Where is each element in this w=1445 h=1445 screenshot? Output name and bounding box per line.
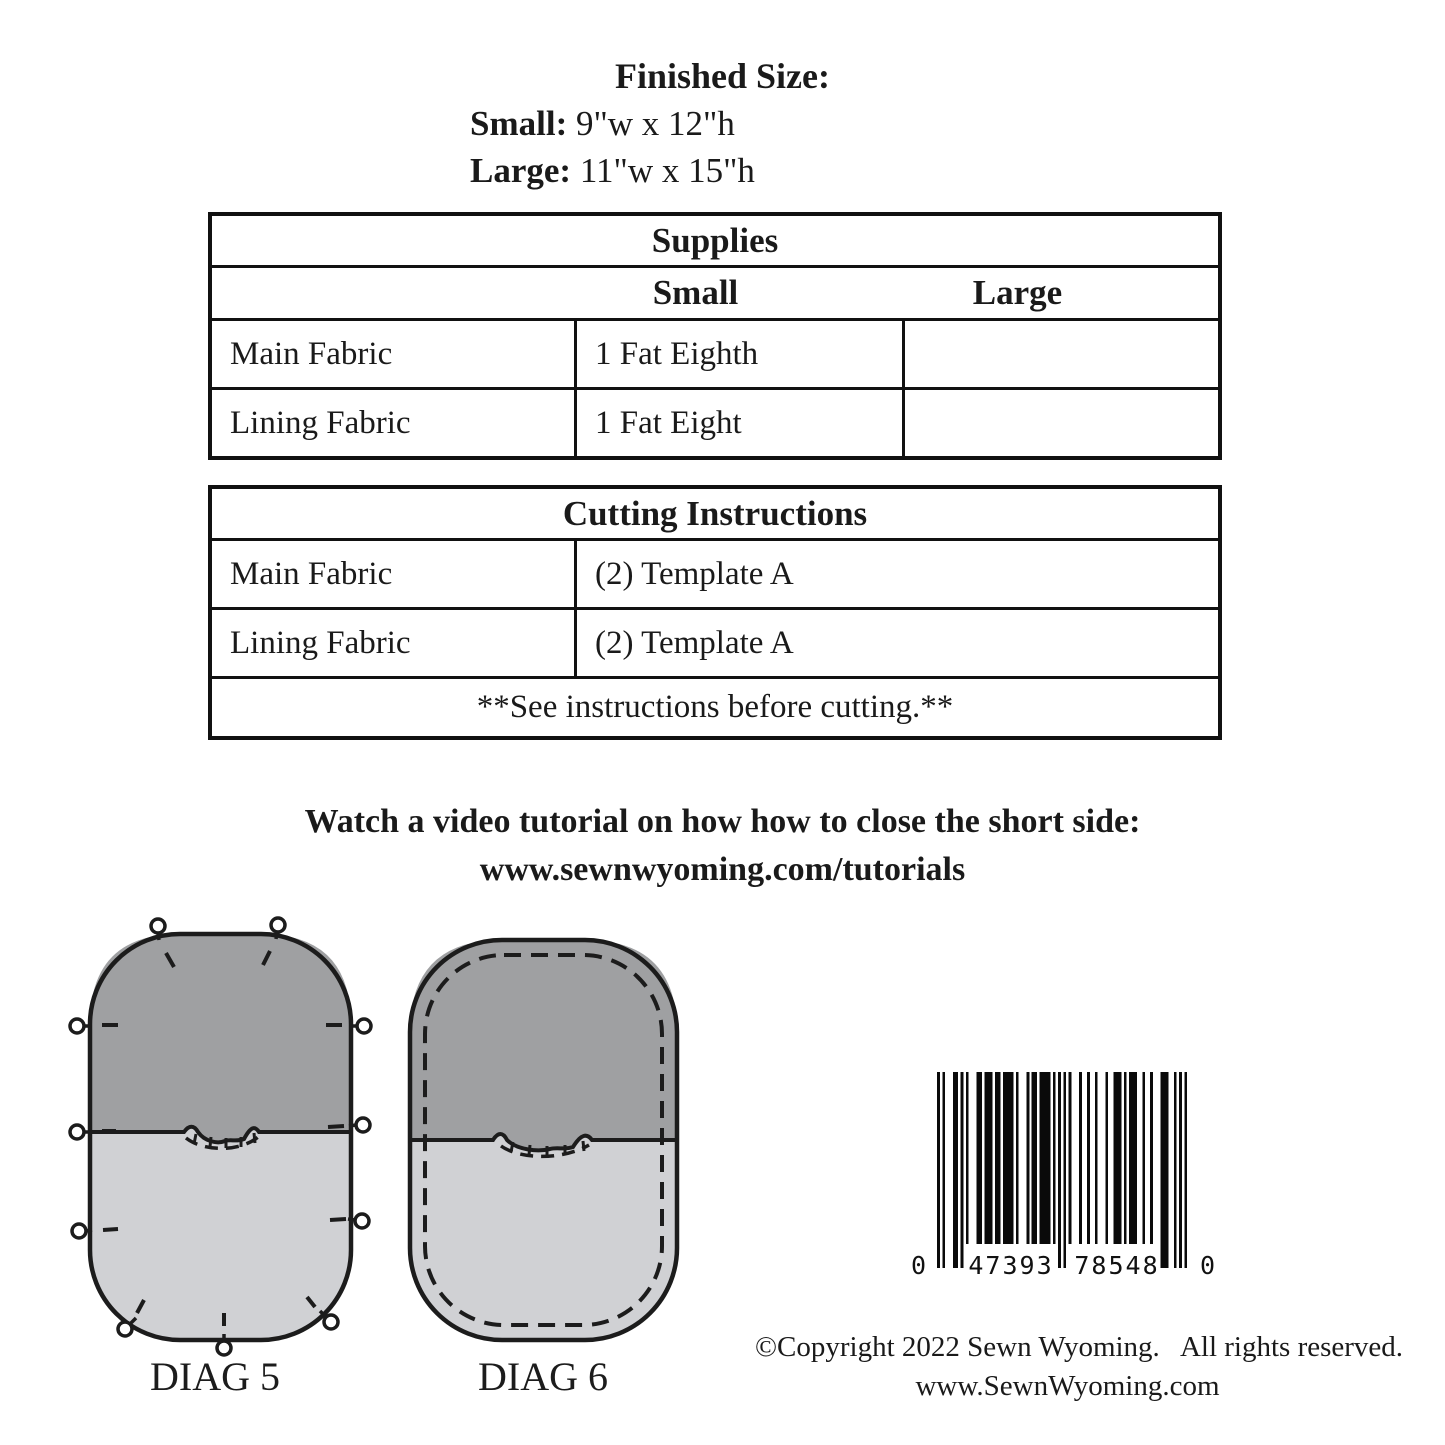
barcode-right-digit: 0 — [1199, 1251, 1215, 1280]
supplies-row1-item: Main Fabric — [230, 336, 393, 372]
diag6-label: DIAG 6 — [478, 1354, 608, 1399]
cutting-row1-value: (2) Template A — [574, 541, 1218, 607]
supplies-row1-small: 1 Fat Eighth — [574, 321, 902, 387]
barcode-digit-group: 78548 — [1074, 1251, 1160, 1280]
finished-size-small-value: 9"w x 12"h — [575, 104, 735, 143]
supplies-row2-small: 1 Fat Eight — [574, 390, 902, 456]
copyright-block — [755, 1328, 1404, 1406]
cutting-row1-item: Main Fabric — [230, 556, 393, 592]
supplies-table-header-row — [212, 268, 1218, 321]
copyright-line: ©Copyright 2022 Sewn Wyoming. All rights reserved. — [755, 1331, 1404, 1363]
tutorial-line1: Watch a video tutorial on how how to close the short side: — [304, 803, 1141, 840]
table-row — [212, 321, 1218, 387]
tutorial-note — [0, 798, 1445, 894]
barcode-digit-group: 47393 — [968, 1251, 1054, 1280]
barcode-left-digit: 0 — [911, 1251, 929, 1280]
diag5-diagram — [58, 913, 388, 1403]
barcode-bars — [937, 1072, 1187, 1272]
diag6-diagram — [395, 920, 705, 1410]
supplies-header-small: Small — [652, 273, 739, 312]
table-row — [212, 387, 1218, 456]
copyright-url: www.SewnWyoming.com — [915, 1370, 1220, 1402]
supplies-table-title: Supplies — [212, 216, 1218, 268]
cutting-instructions-table — [208, 485, 1222, 740]
finished-size-small-label: Small: — [470, 104, 568, 143]
cutting-table-title: Cutting Instructions — [212, 489, 1218, 541]
finished-size-large-label: Large: — [470, 151, 572, 190]
table-row — [212, 541, 1218, 607]
supplies-row1-large — [902, 321, 1218, 387]
diag5-label: DIAG 5 — [150, 1354, 280, 1399]
upc-barcode — [911, 1072, 1215, 1280]
finished-size-title: Finished Size: — [614, 56, 830, 96]
cutting-table-footnote: **See instructions before cutting.** — [212, 676, 1218, 736]
finished-size-large — [470, 151, 755, 191]
tutorial-url: www.sewnwyoming.com/tutorials — [479, 851, 966, 888]
finished-size-large-value: 11"w x 15"h — [579, 151, 755, 190]
supplies-header-spacer — [212, 268, 574, 318]
supplies-table — [208, 212, 1222, 460]
diag5-main-fabric — [90, 934, 351, 1142]
cutting-row2-item: Lining Fabric — [230, 625, 411, 661]
supplies-row2-item: Lining Fabric — [230, 405, 411, 441]
supplies-header-large: Large — [972, 273, 1063, 312]
diag6-main-fabric — [410, 940, 677, 1150]
cutting-row2-value: (2) Template A — [574, 610, 1218, 676]
supplies-row2-large — [902, 390, 1218, 456]
finished-size-small — [470, 104, 735, 144]
table-row — [212, 607, 1218, 676]
